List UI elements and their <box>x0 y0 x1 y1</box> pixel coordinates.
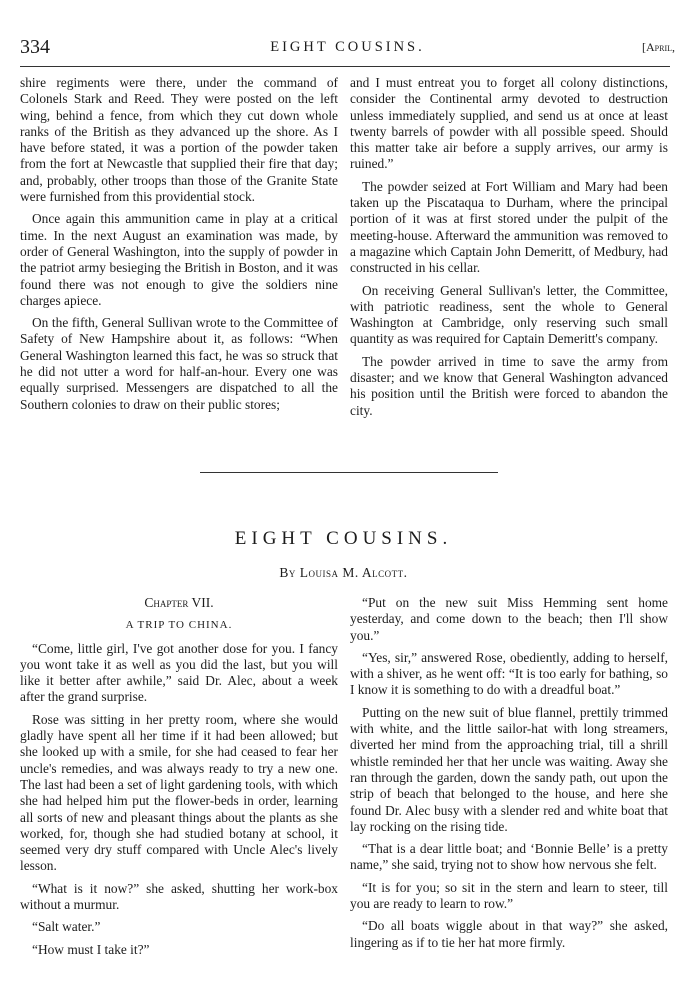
story-paragraph: Rose was sitting in her pretty room, where she would gladly have spent all her time if it had been allowed; but she looked up with a smile, for she had ceased to fear her uncle's remedies, and was always ready to try a new one. The last had been a set of light gardening tools, with which she had helped him put the flower-beds in order, learning all sorts of new and pleasant things about the plants as she worked, for, though she had studied botany at school, it seemed very dry stuff compared with Uncle Alec's lively lesson. <box>20 711 338 874</box>
story-paragraph: “Come, little girl, I've got another dose for you. I fancy you wont take it as well as you did the last, but you will like it better after awhile,” said Dr. Alec, about a week after the grand surprise. <box>20 640 338 705</box>
article-paragraph: and I must entreat you to forget all colony distinctions, consider the Continental army devoted to destruction unless immediately supplied, and send us at once at least twenty barrels of powder with all possible speed. Should this matter take air before a supply arrives, our army is ruined.” <box>350 75 668 172</box>
article-paragraph: Once again this ammunition came in play at a critical time. In the next August an examination was made, by order of General Washington, into the supply of powder in the patriot army besieging the British in Boston, and it was found there was not enough to give the soldiers nine charges apiece. <box>20 211 338 308</box>
story-byline: By Louisa M. Alcott. <box>279 565 408 580</box>
story-left-column <box>20 595 338 964</box>
story-paragraph: “Yes, sir,” answered Rose, obediently, adding to herself, with a shiver, as he went off: “It is too early for bathing, so I know it is something to do with a dreadful boat.” <box>350 649 668 698</box>
chapter-title: A TRIP TO CHINA. <box>125 619 233 632</box>
story-paragraph: “Do all boats wiggle about in that way?” she asked, lingering as if to tie her hat more firmly. <box>350 918 668 950</box>
article-paragraph: The powder arrived in time to save the army from disaster; and we know that General Washington advanced his position until the British were forced to abandon the city. <box>350 353 668 418</box>
article-left-column <box>20 75 338 419</box>
story-paragraph: “What is it now?” she asked, shutting her work-box without a murmur. <box>20 880 338 913</box>
story-paragraph: Putting on the new suit of blue flannel, prettily trimmed with white, and the little sailor-hat with long streamers, diverted her mind from the approaching trial, till a shrill whistle reminded her that her uncle was waiting. Away she ran through the garden, down the sandy path, out upon the strip of beach that belonged to the house, and here she found Dr. Alec busy with a slender red and white boat that lay rocking on the rising tide. <box>350 704 668 834</box>
story-paragraph: “How must I take it?” <box>32 941 150 957</box>
story-paragraph: “Salt water.” <box>32 919 101 935</box>
page-header <box>20 36 675 62</box>
page-number: 334 <box>20 36 50 58</box>
running-title: EIGHT COUSINS. <box>270 39 425 55</box>
header-rule <box>20 66 670 67</box>
story-paragraph: “It is for you; so sit in the stern and learn to steer, till you are ready to learn to row.” <box>350 879 668 912</box>
running-month: [April, <box>642 40 675 54</box>
story-paragraph: “Put on the new suit Miss Hemming sent home yesterday, and come down to the beach; then I'll show you.” <box>350 595 668 643</box>
chapter-heading: Chapter VII. <box>144 595 214 610</box>
article-paragraph: On receiving General Sullivan's letter, the Committee, with patriotic readiness, sent the whole to General Washington at Cambridge, only reserving such small quantity as was required for Captain Demeritt's company. <box>350 282 668 347</box>
story-title: EIGHT COUSINS. <box>234 528 453 549</box>
section-divider <box>200 472 498 473</box>
article-paragraph: shire regiments were there, under the command of Colonels Stark and Reed. They were posted on the left wing, behind a fence, from which they cut down whole ranks of the British as they advanced up the shore. As I have before stated, it was a portion of the powder taken from the fort at Newcastle that supplied their fire that day; and, probably, other troops than those of the Granite State were furnished from this providential stock. <box>20 75 338 205</box>
story-right-column <box>350 595 668 957</box>
article-paragraph: The powder seized at Fort William and Mary had been taken up the Piscataqua to Durham, where the principal portion of it was at first stored under the pulpit of the meeting-house. Afterward the ammunition was removed to a magazine which Captain John Demeritt, of Medbury, had constructed in his cellar. <box>350 178 668 276</box>
article-paragraph: On the fifth, General Sullivan wrote to the Committee of Safety of New Hampshire about it, as follows: “When General Washington learned this fact, he was so struck that he did not utter a word for half-an-hour. Every one was equally surprised. Messengers are dispatched to all the Southern colonies to draw on their public stores; <box>20 315 338 412</box>
article-right-column <box>350 75 668 425</box>
story-paragraph: “That is a dear little boat; and ‘Bonnie Belle’ is a pretty name,” she said, trying not to show how nervous she felt. <box>350 841 668 873</box>
